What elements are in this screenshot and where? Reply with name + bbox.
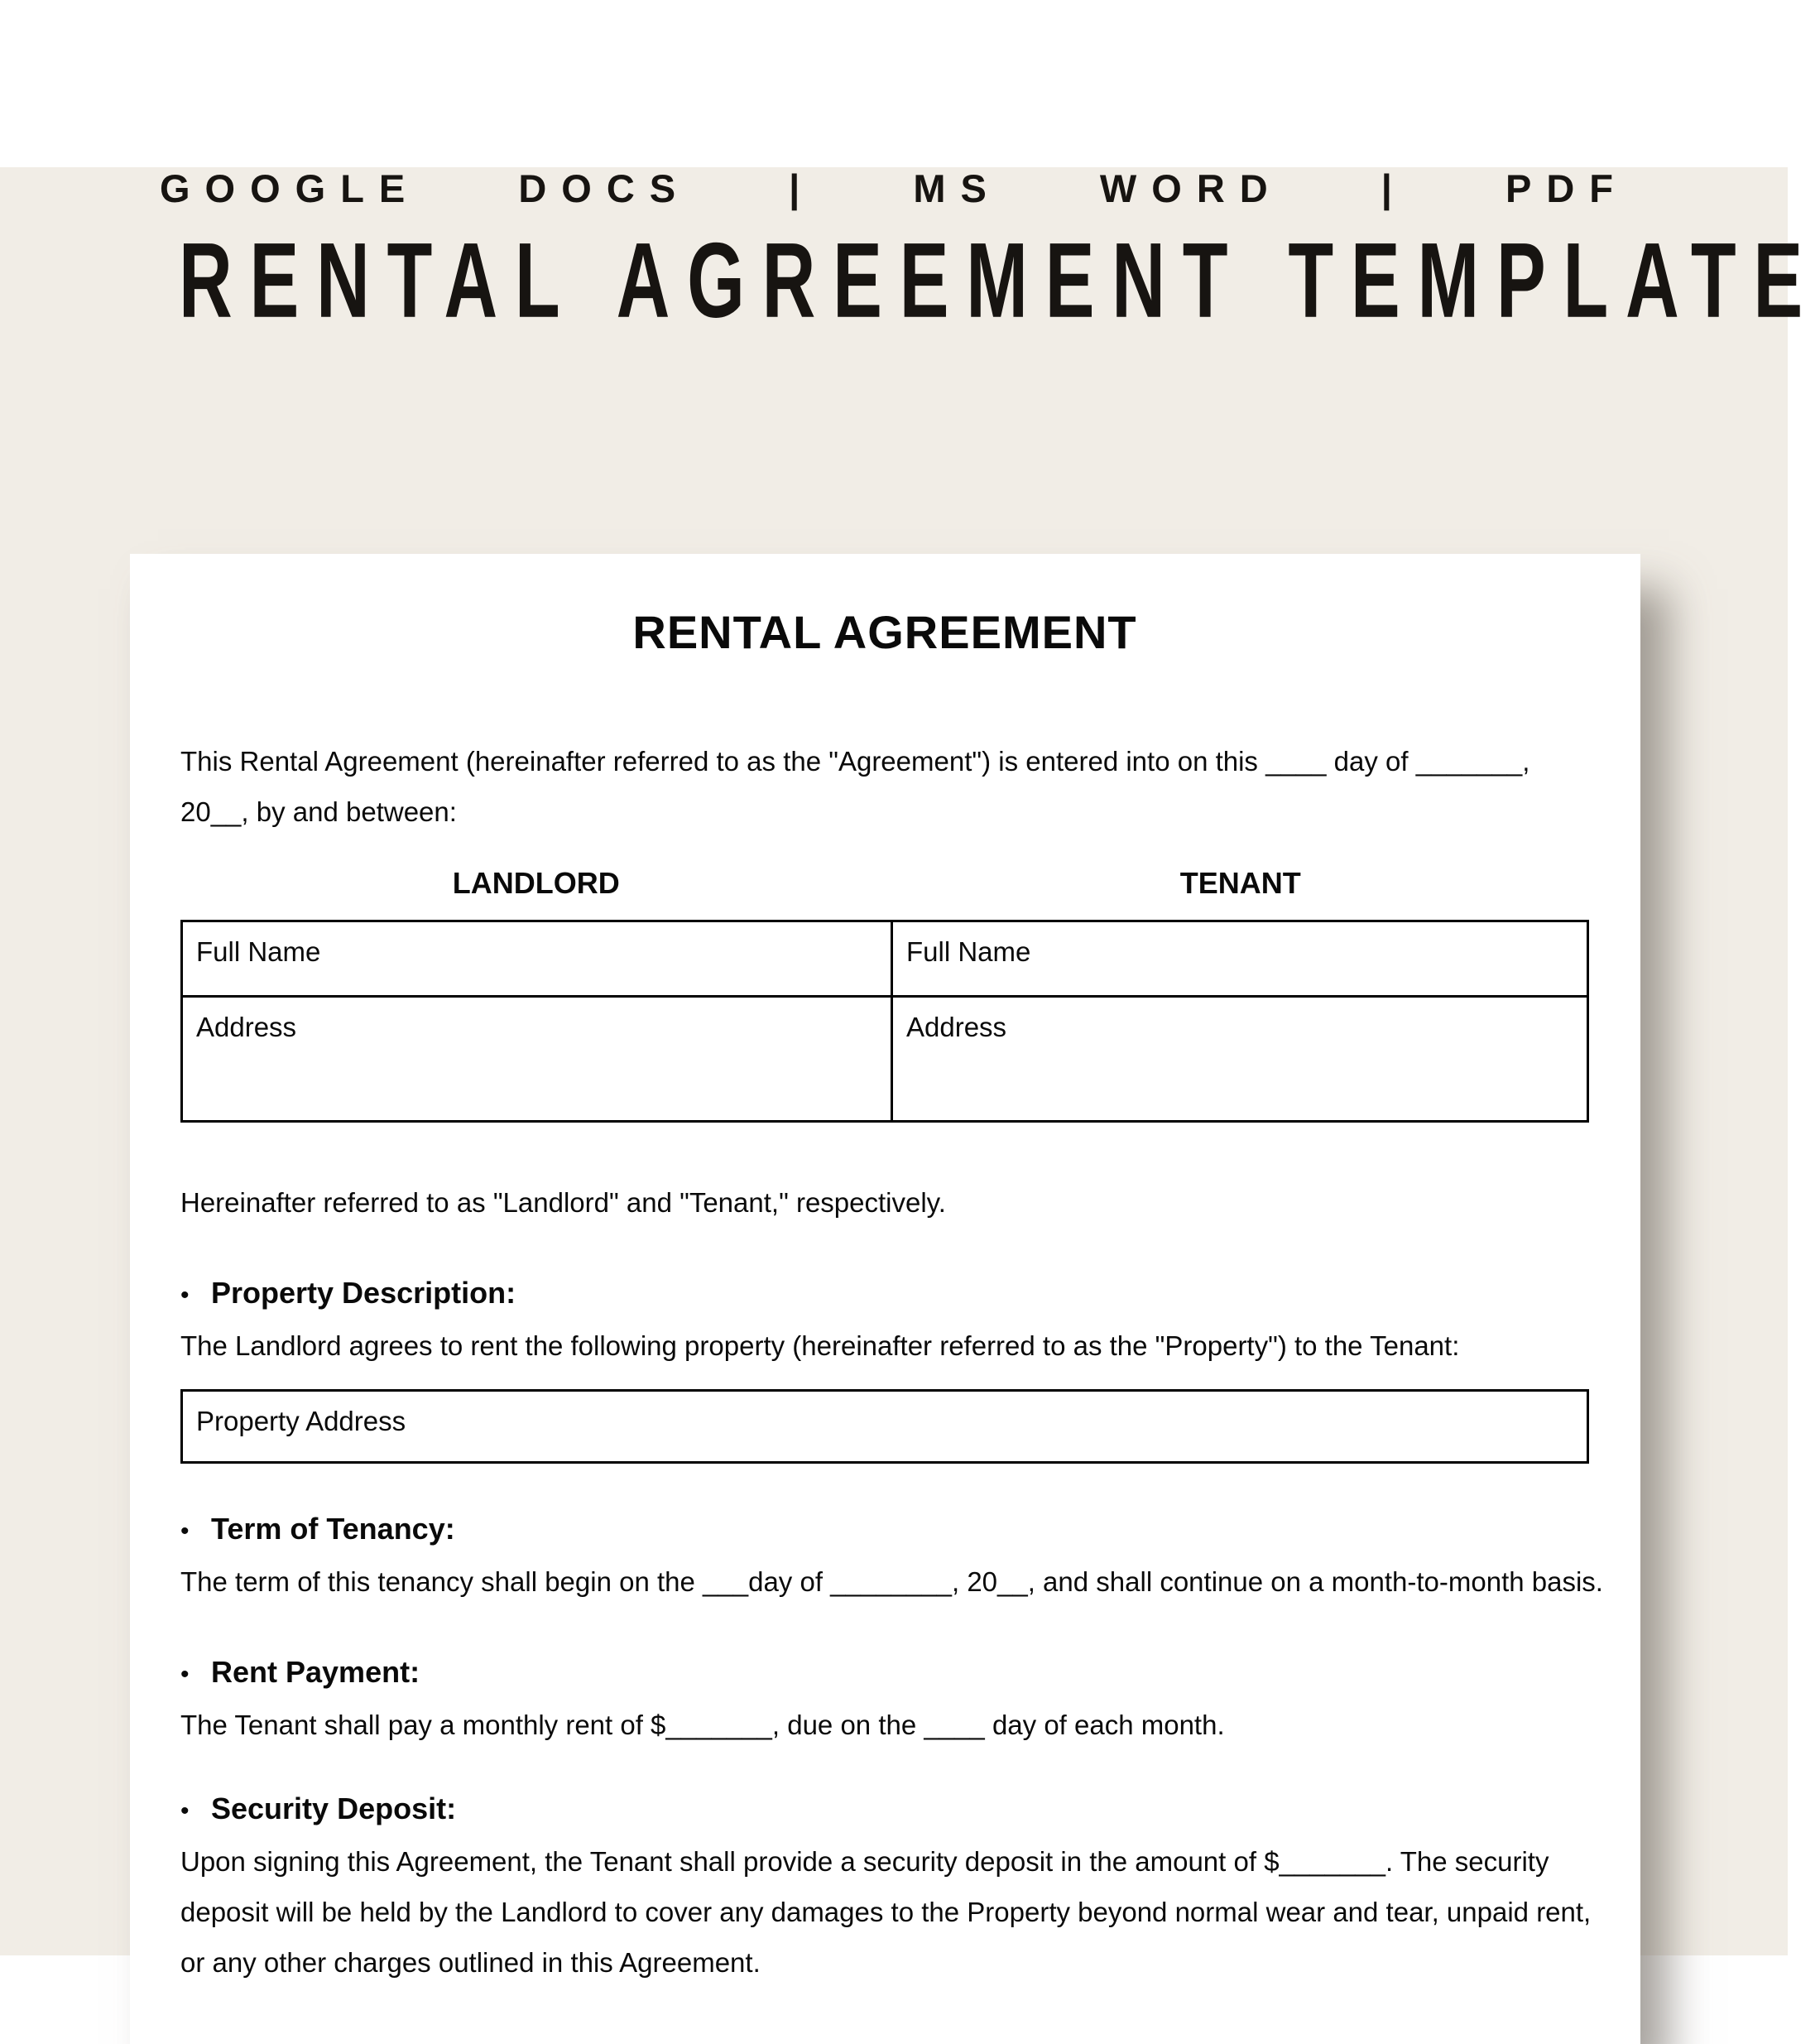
- document-title: RENTAL AGREEMENT: [632, 606, 1137, 658]
- rent-payment-body: The Tenant shall pay a monthly rent of $_______, due on the ____ day of each month.: [180, 1710, 1225, 1740]
- property-description-body: The Landlord agrees to rent the following property (hereinafter referred to as the "Property") to the Tenant:: [180, 1330, 1460, 1361]
- security-deposit-body: Upon signing this Agreement, the Tenant shall provide a security deposit in the amount of $_______. The security deposit will be held by the Landlord to cover any damages to the Property beyond normal wear and tear, unpaid rent, or any other charges outlined in this Agreement.: [180, 1846, 1592, 1978]
- listing-image: [0, 166, 1820, 1978]
- banner-title: RENTAL AGREEMENT TEMPLATE: [179, 220, 1820, 340]
- section-heading-label: Property Description:: [211, 1276, 516, 1310]
- intro-line-2: 20__, by and between:: [180, 796, 457, 827]
- banner: [0, 166, 1820, 340]
- document-page: [130, 554, 1640, 2044]
- section-heading-label: Term of Tenancy:: [211, 1512, 455, 1546]
- hereinafter-note: Hereinafter referred to as "Landlord" and "Tenant," respectively.: [180, 1187, 946, 1218]
- landlord-full-name-cell: Full Name: [182, 921, 892, 997]
- intro-paragraph: [180, 736, 1589, 837]
- bullet-icon: •: [180, 1282, 190, 1309]
- tenant-column-label: TENANT: [1179, 866, 1301, 900]
- property-address-field: [180, 1389, 1589, 1464]
- tenant-address-cell: Address: [891, 997, 1587, 1122]
- party-column-labels: [180, 858, 1589, 908]
- section-heading-security-deposit: [180, 1783, 1589, 1836]
- property-address-placeholder: Property Address: [196, 1406, 406, 1436]
- section-heading-property-description: [180, 1267, 1589, 1320]
- bullet-icon: •: [180, 1797, 190, 1825]
- section-heading-term-of-tenancy: [180, 1503, 1589, 1556]
- table-row-full-name: [182, 921, 1588, 997]
- section-heading-label: Security Deposit:: [211, 1792, 457, 1825]
- intro-line-1: This Rental Agreement (hereinafter referred to as the "Agreement") is entered into on this ____ day of _______,: [180, 746, 1530, 777]
- table-row-address: [182, 997, 1588, 1122]
- landlord-column-label: LANDLORD: [452, 866, 620, 900]
- section-heading-rent-payment: [180, 1647, 1589, 1700]
- landlord-address-cell: Address: [182, 997, 892, 1122]
- bullet-icon: •: [180, 1661, 190, 1688]
- section-heading-label: Rent Payment:: [211, 1655, 420, 1689]
- term-of-tenancy-body: The term of this tenancy shall begin on the ___day of ________, 20__, and shall continue on a month-to-month basis.: [180, 1566, 1603, 1597]
- tenant-full-name-cell: Full Name: [891, 921, 1587, 997]
- banner-subtitle: GOOGLE DOCS | MS WORD | PDF: [159, 166, 1629, 210]
- parties-table: [180, 920, 1589, 1123]
- bullet-icon: •: [180, 1517, 190, 1545]
